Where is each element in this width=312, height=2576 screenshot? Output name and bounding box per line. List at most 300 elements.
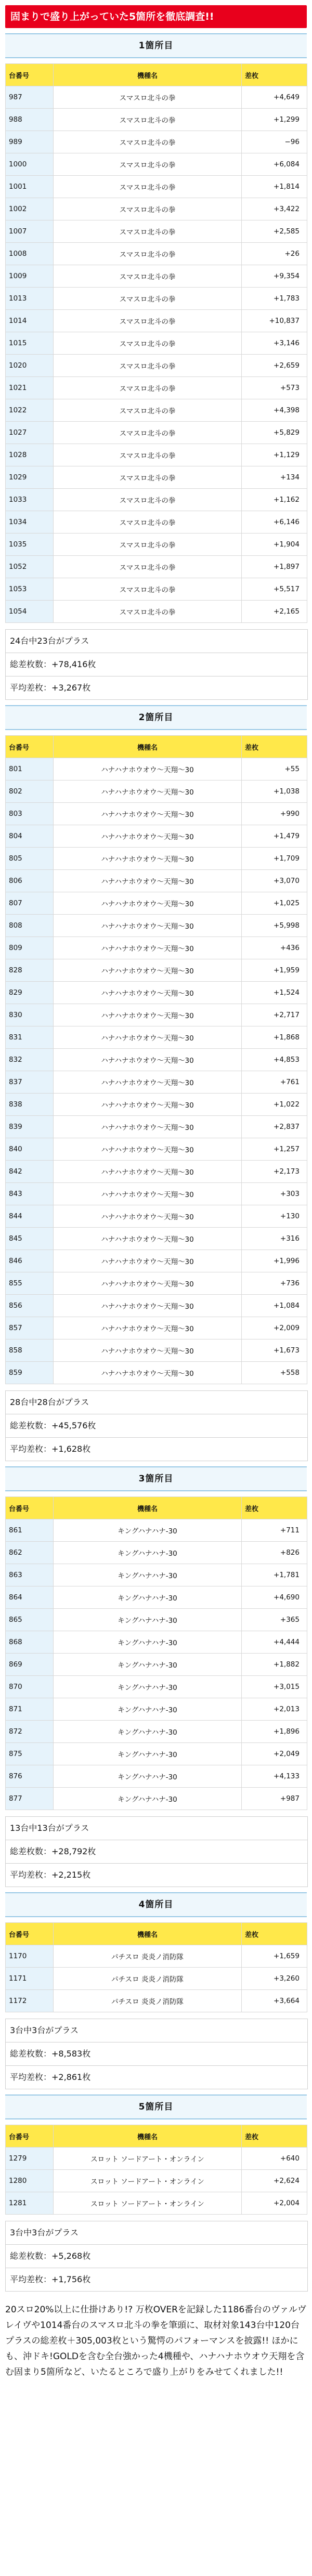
table-row xyxy=(6,198,307,220)
table-row xyxy=(6,556,307,578)
machine-name-cell: スマスロ北斗の拳 xyxy=(54,534,242,556)
section xyxy=(0,33,312,700)
table-row xyxy=(6,288,307,310)
table-row xyxy=(6,153,307,176)
machine-number-cell: 830 xyxy=(6,1004,54,1026)
summary-average-difference: 平均差枚：+1,628枚 xyxy=(10,1444,91,1454)
table-row xyxy=(6,1094,307,1116)
table-row xyxy=(6,870,307,892)
section-summary xyxy=(5,2019,308,2089)
machine-number-cell: 855 xyxy=(6,1272,54,1295)
header-machine-name: 機種名 xyxy=(54,1923,242,1945)
machine-name-cell: ハナハナホウオウ〜天翔〜30 xyxy=(54,1228,242,1250)
table-row xyxy=(6,1990,307,2012)
section xyxy=(0,1466,312,1887)
table-row xyxy=(6,578,307,601)
difference-cell: +1,025 xyxy=(242,892,307,915)
difference-cell: +987 xyxy=(242,1788,307,1810)
table-row xyxy=(6,1138,307,1161)
difference-cell: +2,837 xyxy=(242,1116,307,1138)
machine-number-cell: 804 xyxy=(6,825,54,848)
table-row xyxy=(6,399,307,422)
difference-cell: +2,173 xyxy=(242,1161,307,1183)
machine-number-cell: 807 xyxy=(6,892,54,915)
difference-cell: +9,354 xyxy=(242,265,307,288)
difference-cell: +1,299 xyxy=(242,109,307,131)
machine-name-cell: キングハナハナ-30 xyxy=(54,1519,242,1542)
summary-total-difference: 総差枚数：+5,268枚 xyxy=(6,2245,307,2268)
machine-number-cell: 1035 xyxy=(6,534,54,556)
difference-cell: +2,009 xyxy=(242,1317,307,1339)
table-row xyxy=(6,176,307,198)
table-row xyxy=(6,1183,307,1205)
header-machine-name: 機種名 xyxy=(54,736,242,758)
table-row xyxy=(6,1071,307,1094)
machine-name-cell: パチスロ 炎炎ノ消防隊 xyxy=(54,1990,242,2012)
difference-cell: +436 xyxy=(242,937,307,959)
section-heading: 1箇所目 xyxy=(5,33,307,58)
machine-number-cell: 837 xyxy=(6,1071,54,1094)
header-machine-number: 台番号 xyxy=(6,2125,54,2148)
difference-cell: +558 xyxy=(242,1362,307,1384)
machine-name-cell: ハナハナホウオウ〜天翔〜30 xyxy=(54,1339,242,1362)
table-row xyxy=(6,982,307,1004)
machine-number-cell: 1022 xyxy=(6,399,54,422)
difference-cell: +1,084 xyxy=(242,1295,307,1317)
difference-cell: +5,829 xyxy=(242,422,307,444)
machine-name-cell: スマスロ北斗の拳 xyxy=(54,86,242,109)
difference-cell: +1,038 xyxy=(242,780,307,803)
difference-cell: +4,853 xyxy=(242,1049,307,1071)
table-row xyxy=(6,355,307,377)
header-machine-number: 台番号 xyxy=(6,1923,54,1945)
machine-name-cell: パチスロ 炎炎ノ消防隊 xyxy=(54,1968,242,1990)
section xyxy=(0,705,312,1461)
machine-number-cell: 1013 xyxy=(6,288,54,310)
difference-cell: +1,959 xyxy=(242,959,307,982)
table-row xyxy=(6,466,307,489)
table-row xyxy=(6,1339,307,1362)
closing-text: 20スロ20%以上に仕掛けあり!? 万枚OVERを記録した1186番台のヴァルヴレイヴや1014番台のスマスロ北斗の拳を筆頭に、取材対象143台中120台プラスの総差枚＋305,003枚という驚愕のパフォーマンスを披露!! ほかにも、沖ドキ!GOLDを含む全台強かった4機種や、ハナハナホウオウ天翔を含む固まり5箇所など、いたるところで盛り上がりをみせてくれました!! xyxy=(5,2305,307,2377)
machine-number-cell: 864 xyxy=(6,1586,54,1609)
table-header-row xyxy=(6,736,307,758)
machine-name-cell: キングハナハナ-30 xyxy=(54,1743,242,1765)
machine-name-cell: スマスロ北斗の拳 xyxy=(54,310,242,332)
summary-total-difference: 総差枚数：+45,576枚 xyxy=(6,1414,307,1438)
table-row xyxy=(6,444,307,466)
machine-number-cell: 877 xyxy=(6,1788,54,1810)
machine-table xyxy=(5,63,307,623)
table-row xyxy=(6,1004,307,1026)
table-row xyxy=(6,1519,307,1542)
table-row xyxy=(6,1205,307,1228)
table-row xyxy=(6,310,307,332)
machine-name-cell: スマスロ北斗の拳 xyxy=(54,332,242,355)
table-row xyxy=(6,1317,307,1339)
machine-name-cell: ハナハナホウオウ〜天翔〜30 xyxy=(54,1004,242,1026)
table-row xyxy=(6,534,307,556)
machine-name-cell: ハナハナホウオウ〜天翔〜30 xyxy=(54,848,242,870)
difference-cell: +1,781 xyxy=(242,1564,307,1586)
difference-cell: +1,996 xyxy=(242,1250,307,1272)
machine-name-cell: ハナハナホウオウ〜天翔〜30 xyxy=(54,1205,242,1228)
machine-number-cell: 989 xyxy=(6,131,54,153)
summary-plus-count: 28台中28台がプラス xyxy=(6,1391,307,1414)
machine-name-cell: スマスロ北斗の拳 xyxy=(54,399,242,422)
machine-number-cell: 876 xyxy=(6,1765,54,1788)
machine-number-cell: 861 xyxy=(6,1519,54,1542)
header-difference: 差枚 xyxy=(242,1497,307,1519)
table-row xyxy=(6,1049,307,1071)
difference-cell: +3,146 xyxy=(242,332,307,355)
machine-number-cell: 829 xyxy=(6,982,54,1004)
table-row xyxy=(6,1564,307,1586)
machine-table xyxy=(5,1922,307,2012)
machine-number-cell: 875 xyxy=(6,1743,54,1765)
table-row xyxy=(6,1743,307,1765)
table-row xyxy=(6,1631,307,1654)
table-row xyxy=(6,1026,307,1049)
difference-cell: +2,585 xyxy=(242,220,307,243)
header-machine-name: 機種名 xyxy=(54,64,242,86)
summary-total-difference: 総差枚数：+8,583枚 xyxy=(6,2042,307,2066)
table-row xyxy=(6,780,307,803)
summary-plus-count: 3台中3台がプラス xyxy=(6,2019,307,2042)
machine-name-cell: スマスロ北斗の拳 xyxy=(54,578,242,601)
machine-name-cell: ハナハナホウオウ〜天翔〜30 xyxy=(54,1295,242,1317)
difference-cell: +1,257 xyxy=(242,1138,307,1161)
difference-cell: +711 xyxy=(242,1519,307,1542)
difference-cell: +3,260 xyxy=(242,1968,307,1990)
machine-name-cell: スマスロ北斗の拳 xyxy=(54,153,242,176)
machine-number-cell: 1171 xyxy=(6,1968,54,1990)
difference-cell: +2,717 xyxy=(242,1004,307,1026)
table-row xyxy=(6,1945,307,1968)
machine-name-cell: スマスロ北斗の拳 xyxy=(54,198,242,220)
table-row xyxy=(6,1161,307,1183)
machine-name-cell: スマスロ北斗の拳 xyxy=(54,489,242,511)
machine-name-cell: スマスロ北斗の拳 xyxy=(54,511,242,534)
machine-name-cell: スロット ソードアート・オンライン xyxy=(54,2148,242,2170)
machine-number-cell: 801 xyxy=(6,758,54,780)
machine-number-cell: 1007 xyxy=(6,220,54,243)
difference-cell: +1,709 xyxy=(242,848,307,870)
table-row xyxy=(6,489,307,511)
difference-cell: +4,649 xyxy=(242,86,307,109)
header-difference: 差枚 xyxy=(242,1923,307,1945)
summary-total-difference: 総差枚数：+78,416枚 xyxy=(6,653,307,676)
machine-number-cell: 987 xyxy=(6,86,54,109)
summary-average-difference: 平均差枚：+2,215枚 xyxy=(10,1870,91,1880)
table-row xyxy=(6,1362,307,1384)
difference-cell: +26 xyxy=(242,243,307,265)
difference-cell: +4,398 xyxy=(242,399,307,422)
machine-name-cell: ハナハナホウオウ〜天翔〜30 xyxy=(54,1116,242,1138)
table-row xyxy=(6,937,307,959)
difference-cell: +3,422 xyxy=(242,198,307,220)
machine-number-cell: 1008 xyxy=(6,243,54,265)
difference-cell: +1,814 xyxy=(242,176,307,198)
table-row xyxy=(6,803,307,825)
machine-number-cell: 871 xyxy=(6,1698,54,1721)
machine-name-cell: ハナハナホウオウ〜天翔〜30 xyxy=(54,1026,242,1049)
section-summary xyxy=(5,1816,308,1887)
machine-name-cell: ハナハナホウオウ〜天翔〜30 xyxy=(54,1183,242,1205)
machine-number-cell: 857 xyxy=(6,1317,54,1339)
machine-number-cell: 1021 xyxy=(6,377,54,399)
machine-number-cell: 838 xyxy=(6,1094,54,1116)
machine-name-cell: キングハナハナ-30 xyxy=(54,1609,242,1631)
difference-cell: +3,015 xyxy=(242,1676,307,1698)
table-row xyxy=(6,1721,307,1743)
table-row xyxy=(6,1968,307,1990)
machine-number-cell: 1033 xyxy=(6,489,54,511)
machine-name-cell: ハナハナホウオウ〜天翔〜30 xyxy=(54,915,242,937)
table-row xyxy=(6,332,307,355)
difference-cell: −96 xyxy=(242,131,307,153)
machine-number-cell: 863 xyxy=(6,1564,54,1586)
table-row xyxy=(6,2192,307,2215)
section-heading: 3箇所目 xyxy=(5,1466,307,1491)
difference-cell: +640 xyxy=(242,2148,307,2170)
table-row xyxy=(6,848,307,870)
machine-number-cell: 805 xyxy=(6,848,54,870)
table-row xyxy=(6,422,307,444)
difference-cell: +1,896 xyxy=(242,1721,307,1743)
summary-plus-count: 24台中23台がプラス xyxy=(6,630,307,653)
machine-number-cell: 846 xyxy=(6,1250,54,1272)
page xyxy=(0,5,312,2380)
machine-number-cell: 1279 xyxy=(6,2148,54,2170)
table-row xyxy=(6,511,307,534)
machine-name-cell: キングハナハナ-30 xyxy=(54,1788,242,1810)
table-header-row xyxy=(6,1497,307,1519)
difference-cell: +1,882 xyxy=(242,1654,307,1676)
machine-number-cell: 1170 xyxy=(6,1945,54,1968)
difference-cell: +2,624 xyxy=(242,2170,307,2192)
machine-name-cell: ハナハナホウオウ〜天翔〜30 xyxy=(54,892,242,915)
machine-name-cell: ハナハナホウオウ〜天翔〜30 xyxy=(54,1071,242,1094)
section-heading: 4箇所目 xyxy=(5,1892,307,1917)
machine-name-cell: キングハナハナ-30 xyxy=(54,1765,242,1788)
header-machine-number: 台番号 xyxy=(6,1497,54,1519)
difference-cell: +1,022 xyxy=(242,1094,307,1116)
machine-name-cell: ハナハナホウオウ〜天翔〜30 xyxy=(54,1272,242,1295)
machine-name-cell: ハナハナホウオウ〜天翔〜30 xyxy=(54,1094,242,1116)
table-row xyxy=(6,1654,307,1676)
difference-cell: +1,524 xyxy=(242,982,307,1004)
machine-number-cell: 1034 xyxy=(6,511,54,534)
summary-average-difference: 平均差枚：+2,861枚 xyxy=(10,2072,91,2082)
machine-name-cell: スマスロ北斗の拳 xyxy=(54,422,242,444)
table-row xyxy=(6,959,307,982)
difference-cell: +2,013 xyxy=(242,1698,307,1721)
machine-name-cell: ハナハナホウオウ〜天翔〜30 xyxy=(54,758,242,780)
machine-number-cell: 1172 xyxy=(6,1990,54,2012)
difference-cell: +2,659 xyxy=(242,355,307,377)
table-row xyxy=(6,1586,307,1609)
machine-number-cell: 803 xyxy=(6,803,54,825)
machine-number-cell: 842 xyxy=(6,1161,54,1183)
table-row xyxy=(6,131,307,153)
machine-name-cell: スマスロ北斗の拳 xyxy=(54,243,242,265)
table-row xyxy=(6,1765,307,1788)
section-summary xyxy=(5,1390,308,1461)
machine-number-cell: 840 xyxy=(6,1138,54,1161)
header-machine-name: 機種名 xyxy=(54,1497,242,1519)
table-row xyxy=(6,1676,307,1698)
machine-number-cell: 1014 xyxy=(6,310,54,332)
machine-name-cell: スマスロ北斗の拳 xyxy=(54,109,242,131)
table-row xyxy=(6,2170,307,2192)
machine-number-cell: 831 xyxy=(6,1026,54,1049)
machine-number-cell: 832 xyxy=(6,1049,54,1071)
machine-name-cell: キングハナハナ-30 xyxy=(54,1698,242,1721)
machine-name-cell: スマスロ北斗の拳 xyxy=(54,466,242,489)
difference-cell: +5,998 xyxy=(242,915,307,937)
table-row xyxy=(6,243,307,265)
header-machine-number: 台番号 xyxy=(6,736,54,758)
machine-number-cell: 809 xyxy=(6,937,54,959)
section-heading: 5箇所目 xyxy=(5,2094,307,2119)
machine-number-cell: 802 xyxy=(6,780,54,803)
machine-name-cell: ハナハナホウオウ〜天翔〜30 xyxy=(54,1049,242,1071)
machine-name-cell: キングハナハナ-30 xyxy=(54,1564,242,1586)
table-header-row xyxy=(6,2125,307,2148)
machine-number-cell: 856 xyxy=(6,1295,54,1317)
difference-cell: +4,444 xyxy=(242,1631,307,1654)
machine-name-cell: ハナハナホウオウ〜天翔〜30 xyxy=(54,959,242,982)
difference-cell: +2,165 xyxy=(242,601,307,623)
machine-table xyxy=(5,735,307,1384)
machine-number-cell: 1009 xyxy=(6,265,54,288)
machine-name-cell: スマスロ北斗の拳 xyxy=(54,601,242,623)
difference-cell: +3,664 xyxy=(242,1990,307,2012)
machine-number-cell: 858 xyxy=(6,1339,54,1362)
machine-name-cell: キングハナハナ-30 xyxy=(54,1586,242,1609)
difference-cell: +55 xyxy=(242,758,307,780)
machine-number-cell: 862 xyxy=(6,1542,54,1564)
machine-number-cell: 808 xyxy=(6,915,54,937)
section-summary xyxy=(5,2221,308,2292)
machine-number-cell: 872 xyxy=(6,1721,54,1743)
table-row xyxy=(6,265,307,288)
machine-name-cell: スマスロ北斗の拳 xyxy=(54,220,242,243)
difference-cell: +365 xyxy=(242,1609,307,1631)
difference-cell: +1,162 xyxy=(242,489,307,511)
table-row xyxy=(6,601,307,623)
machine-number-cell: 868 xyxy=(6,1631,54,1654)
machine-table xyxy=(5,1497,307,1810)
machine-number-cell: 1000 xyxy=(6,153,54,176)
difference-cell: +826 xyxy=(242,1542,307,1564)
machine-number-cell: 1053 xyxy=(6,578,54,601)
difference-cell: +1,129 xyxy=(242,444,307,466)
machine-number-cell: 869 xyxy=(6,1654,54,1676)
difference-cell: +6,084 xyxy=(242,153,307,176)
table-row xyxy=(6,1698,307,1721)
machine-name-cell: ハナハナホウオウ〜天翔〜30 xyxy=(54,1362,242,1384)
difference-cell: +1,673 xyxy=(242,1339,307,1362)
machine-name-cell: スロット ソードアート・オンライン xyxy=(54,2170,242,2192)
header-machine-name: 機種名 xyxy=(54,2125,242,2148)
machine-number-cell: 1002 xyxy=(6,198,54,220)
table-row xyxy=(6,825,307,848)
machine-number-cell: 1028 xyxy=(6,444,54,466)
machine-name-cell: キングハナハナ-30 xyxy=(54,1654,242,1676)
table-row xyxy=(6,1116,307,1138)
summary-total-difference: 総差枚数：+28,792枚 xyxy=(6,1840,307,1864)
machine-name-cell: パチスロ 炎炎ノ消防隊 xyxy=(54,1945,242,1968)
difference-cell: +10,837 xyxy=(242,310,307,332)
table-row xyxy=(6,1609,307,1631)
machine-number-cell: 843 xyxy=(6,1183,54,1205)
machine-number-cell: 845 xyxy=(6,1228,54,1250)
difference-cell: +1,868 xyxy=(242,1026,307,1049)
difference-cell: +573 xyxy=(242,377,307,399)
difference-cell: +1,897 xyxy=(242,556,307,578)
sections-container xyxy=(0,33,312,2292)
difference-cell: +3,070 xyxy=(242,870,307,892)
machine-number-cell: 806 xyxy=(6,870,54,892)
difference-cell: +134 xyxy=(242,466,307,489)
machine-name-cell: ハナハナホウオウ〜天翔〜30 xyxy=(54,1161,242,1183)
machine-number-cell: 865 xyxy=(6,1609,54,1631)
section xyxy=(0,1892,312,2089)
machine-number-cell: 828 xyxy=(6,959,54,982)
machine-number-cell: 988 xyxy=(6,109,54,131)
table-row xyxy=(6,1295,307,1317)
table-row xyxy=(6,86,307,109)
machine-name-cell: ハナハナホウオウ〜天翔〜30 xyxy=(54,870,242,892)
machine-name-cell: ハナハナホウオウ〜天翔〜30 xyxy=(54,982,242,1004)
table-header-row xyxy=(6,64,307,86)
table-row xyxy=(6,220,307,243)
header-machine-number: 台番号 xyxy=(6,64,54,86)
machine-name-cell: ハナハナホウオウ〜天翔〜30 xyxy=(54,780,242,803)
summary-plus-count: 13台中13台がプラス xyxy=(6,1817,307,1840)
machine-name-cell: ハナハナホウオウ〜天翔〜30 xyxy=(54,825,242,848)
machine-number-cell: 870 xyxy=(6,1676,54,1698)
table-header-row xyxy=(6,1923,307,1945)
difference-cell: +736 xyxy=(242,1272,307,1295)
difference-cell: +303 xyxy=(242,1183,307,1205)
table-row xyxy=(6,2148,307,2170)
difference-cell: +761 xyxy=(242,1071,307,1094)
machine-number-cell: 844 xyxy=(6,1205,54,1228)
machine-number-cell: 1052 xyxy=(6,556,54,578)
table-row xyxy=(6,1250,307,1272)
machine-name-cell: スマスロ北斗の拳 xyxy=(54,265,242,288)
machine-name-cell: キングハナハナ-30 xyxy=(54,1676,242,1698)
difference-cell: +130 xyxy=(242,1205,307,1228)
difference-cell: +6,146 xyxy=(242,511,307,534)
machine-name-cell: ハナハナホウオウ〜天翔〜30 xyxy=(54,1317,242,1339)
machine-name-cell: スマスロ北斗の拳 xyxy=(54,176,242,198)
table-row xyxy=(6,758,307,780)
machine-name-cell: スマスロ北斗の拳 xyxy=(54,355,242,377)
machine-name-cell: ハナハナホウオウ〜天翔〜30 xyxy=(54,1138,242,1161)
machine-name-cell: スマスロ北斗の拳 xyxy=(54,377,242,399)
machine-number-cell: 1029 xyxy=(6,466,54,489)
section-heading: 2箇所目 xyxy=(5,705,307,730)
difference-cell: +1,783 xyxy=(242,288,307,310)
summary-plus-count: 3台中3台がプラス xyxy=(6,2221,307,2245)
machine-name-cell: ハナハナホウオウ〜天翔〜30 xyxy=(54,937,242,959)
header-difference: 差枚 xyxy=(242,736,307,758)
difference-cell: +5,517 xyxy=(242,578,307,601)
machine-name-cell: スマスロ北斗の拳 xyxy=(54,444,242,466)
